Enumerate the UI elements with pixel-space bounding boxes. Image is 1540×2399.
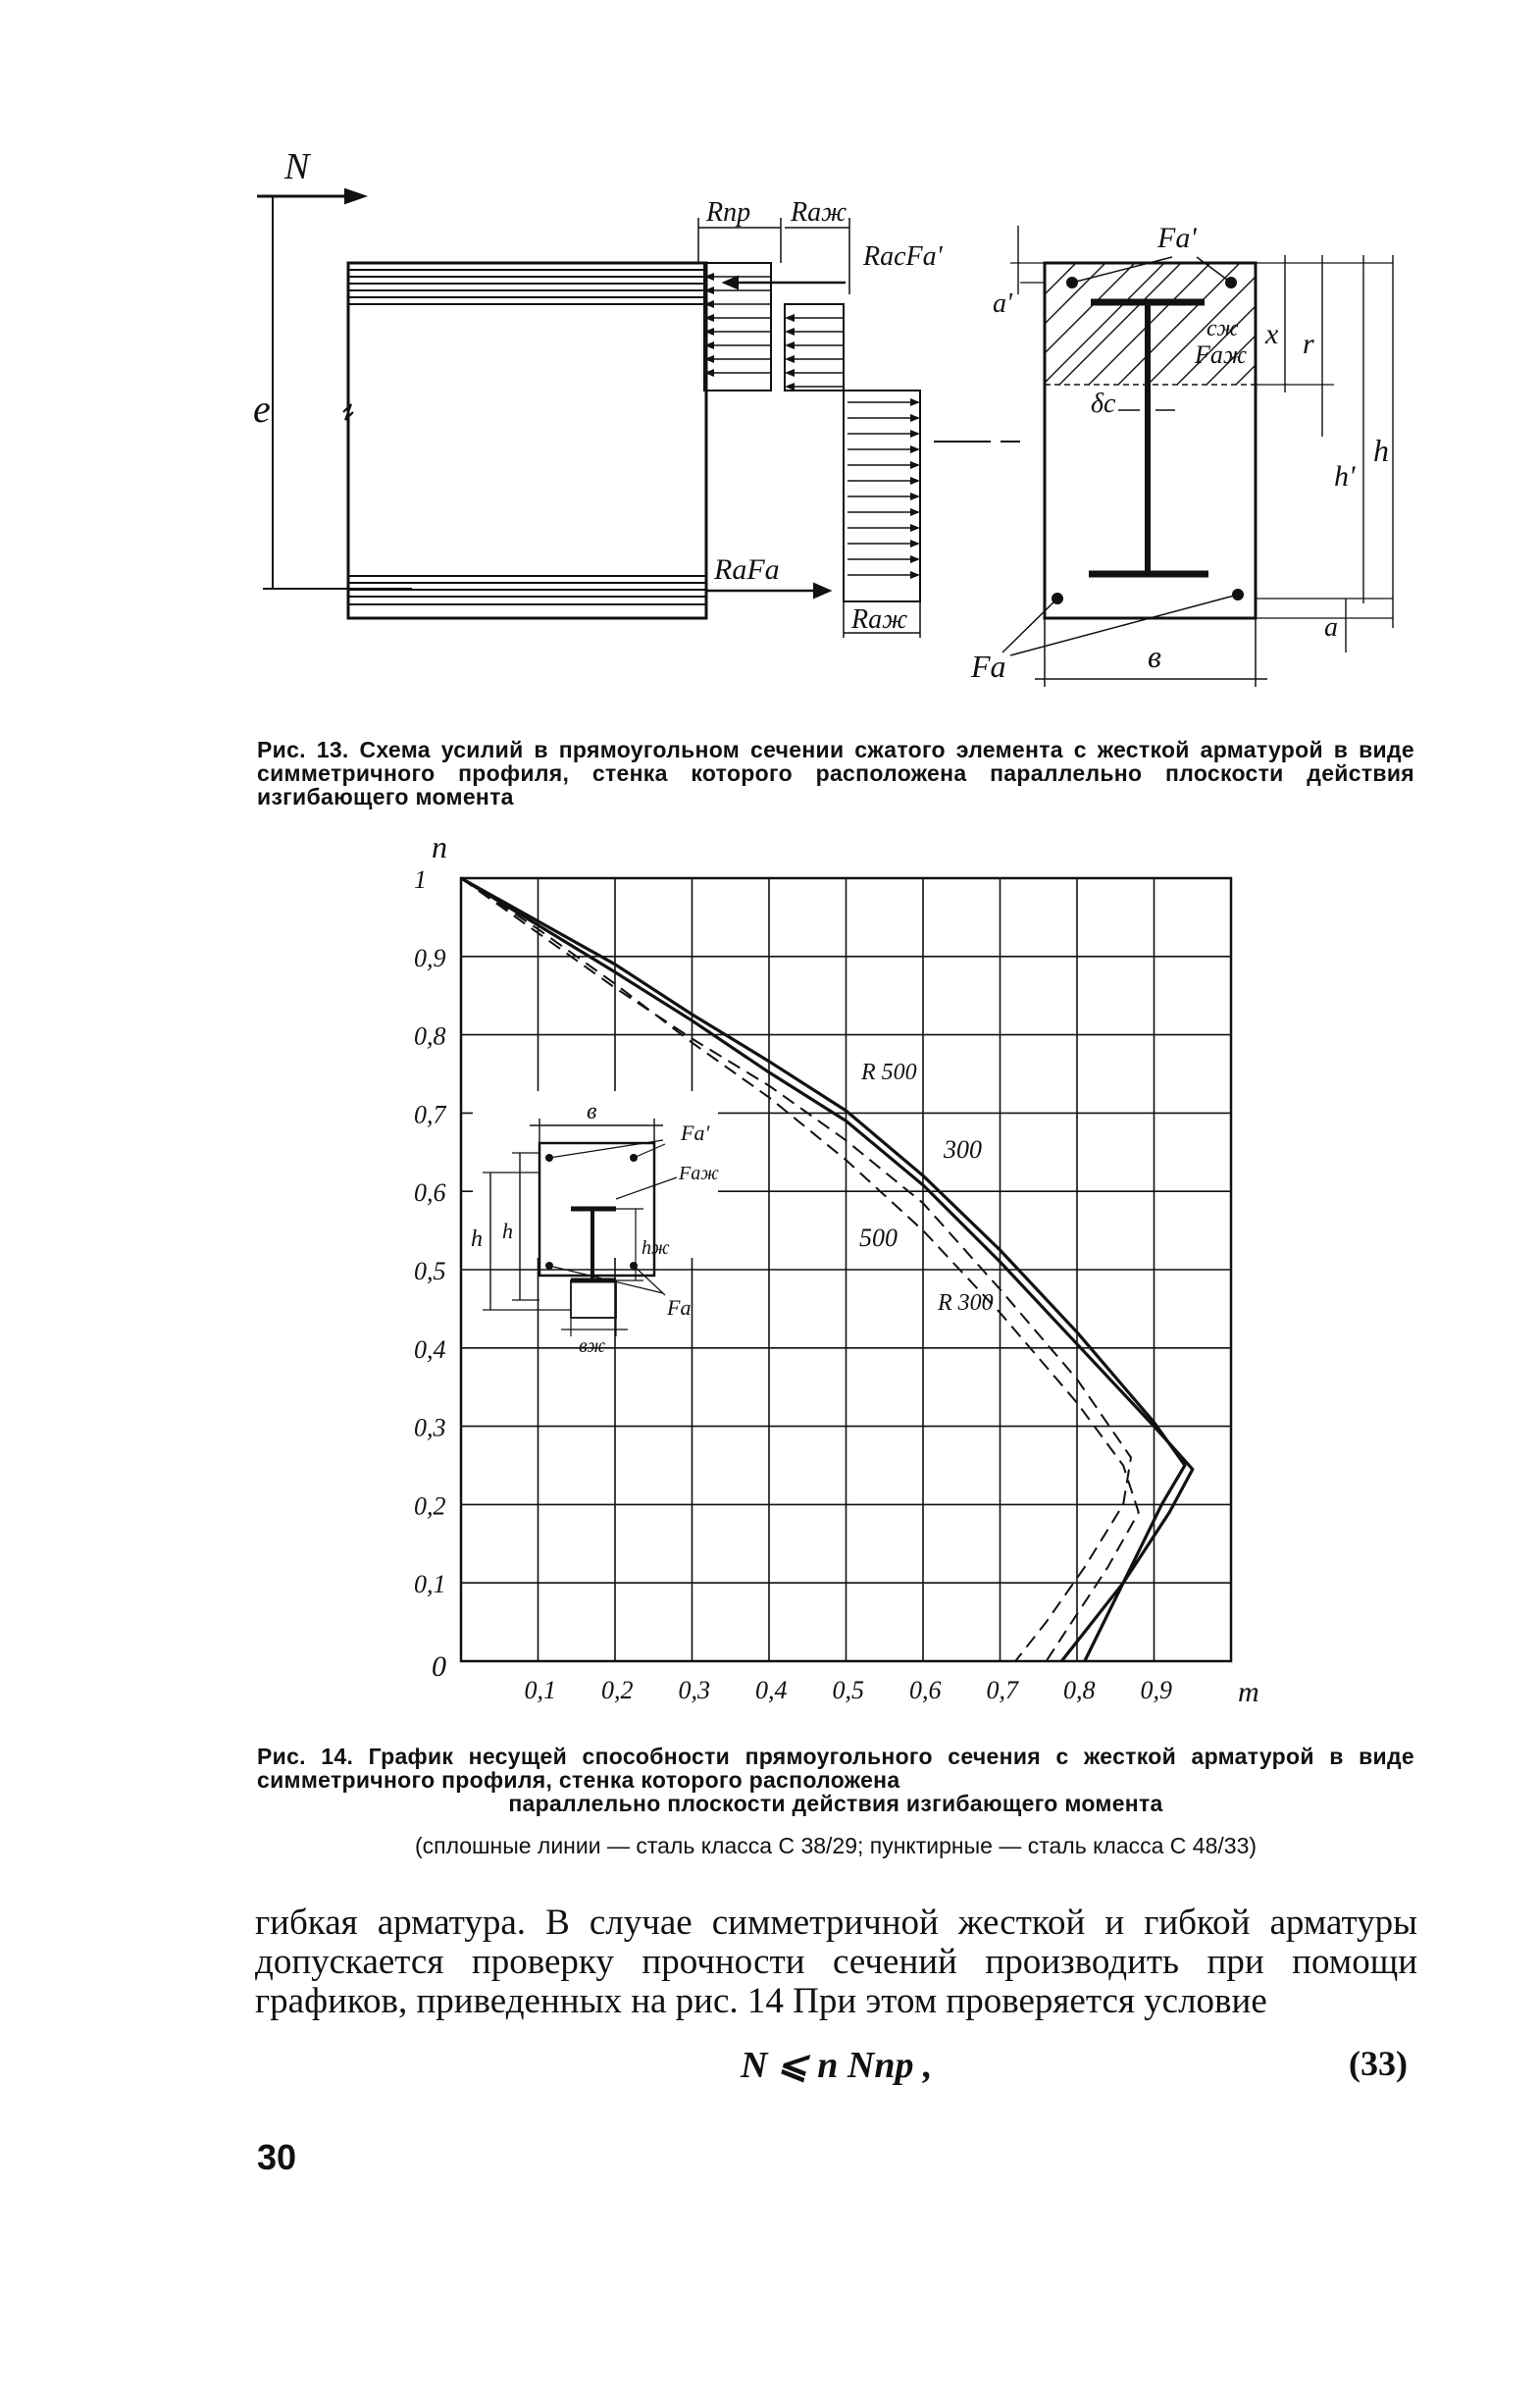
annotation-R300: R 300 [938,1290,994,1316]
label-a-prime: a' [993,288,1012,319]
inset-label-h-inner: h [502,1219,513,1243]
y-tick-label: 0,3 [414,1413,446,1442]
label-R-pr: Rпр [706,197,751,228]
label-h-prime: h' [1334,460,1356,493]
y-tick-label: 0,6 [414,1178,446,1208]
annotation-500: 500 [859,1224,898,1252]
label-R-azh-top: Rаж [791,197,847,228]
annotation-300: 300 [944,1135,982,1164]
chart-y-label: n [432,834,447,864]
y-tick-label: 0,2 [414,1491,446,1521]
y-tick-label: 0,9 [414,943,446,972]
inset-section-sketch [471,1091,719,1357]
x-tick-label: 0,3 [678,1676,710,1704]
chart-ticks [414,865,1172,1704]
label-a: a [1324,612,1338,643]
x-tick-label: 0,2 [601,1676,634,1704]
y-tick-label: 0,4 [414,1334,446,1364]
figure-14-chart [0,834,1540,1737]
annotation-R500: R 500 [861,1060,917,1085]
label-N: N [284,146,310,187]
y-tick-label: 0,8 [414,1021,446,1051]
label-RacFa: RacFa' [863,241,943,272]
label-F-azh: Fаж [1195,340,1248,369]
inset-label-h-zh: hж [642,1237,670,1259]
inset-label-b: в [587,1099,597,1124]
formula-33: N ⩽ n Nпр , [741,2045,933,2086]
label-Fa: Fa [971,649,1006,684]
x-tick-label: 0,7 [986,1676,1018,1704]
y-tick-label: 0,5 [414,1257,446,1285]
label-h: h [1373,433,1389,468]
label-r: r [1303,328,1314,360]
label-delta-c: δc [1091,389,1116,419]
chart-x-label: m [1238,1676,1259,1708]
label-x: x [1265,318,1279,350]
equation-number: (33) [1349,2044,1408,2083]
label-e: e [253,387,271,431]
figure-13-caption: Рис. 13. Схема усилий в прямоугольном сечении сжатого элемента с жесткой арматурой в виде симметричного профиля, стенка которого расположена параллельно плоскости действия изгибающего момента [257,737,1414,809]
label-R-azh-bottom: Rаж [851,604,908,635]
inset-label-h: h [471,1226,483,1252]
x-tick-label: 0,4 [755,1676,788,1704]
x-tick-label: 0,5 [832,1676,864,1704]
inset-label-b-zh: вж [579,1335,606,1357]
label-Fa-prime: Fa' [1157,222,1197,254]
label-szh: сж [1206,316,1239,341]
label-b: в [1148,639,1161,674]
page-number: 30 [257,2137,297,2177]
body-paragraph: гибкая арматура. В случае симметричной жесткой и гибкой арматуры допускается проверку прочности сечений производить при помощи графиков, приведенных на рис. 14 При этом проверяется условие [255,1903,1417,2021]
figure-14-caption-line-1: Рис. 14. График несущей способности прямоугольного сечения с жесткой арматурой в виде симметричного профиля, стенка которого расположена [257,1744,1414,1793]
x-tick-label: 0,6 [909,1676,942,1704]
inset-label-Fa-prime: Fa' [681,1121,710,1145]
y-tick-label: 0,7 [414,1100,446,1129]
label-RaFa: RaFa [714,553,780,586]
figure-14-caption [257,1745,1414,1815]
chart-origin-label: 0 [432,1650,446,1683]
chart-grid [461,878,1231,1661]
y-tick-label: 1 [414,865,427,894]
x-tick-label: 0,1 [524,1676,556,1704]
y-tick-label: 0,1 [414,1570,446,1599]
figure-13-diagram [0,0,1540,706]
inset-label-Fa: Fa [667,1295,692,1320]
figure-14-caption-line-2: параллельно плоскости действия изгибающего момента [508,1791,1163,1816]
x-tick-label: 0,9 [1140,1676,1172,1704]
inset-label-F-azh: Fаж [679,1163,719,1184]
x-tick-label: 0,8 [1063,1676,1096,1704]
figure-14-note: (сплошные линии — сталь класса С 38/29; пунктирные — сталь класса С 48/33) [414,1833,1258,1858]
